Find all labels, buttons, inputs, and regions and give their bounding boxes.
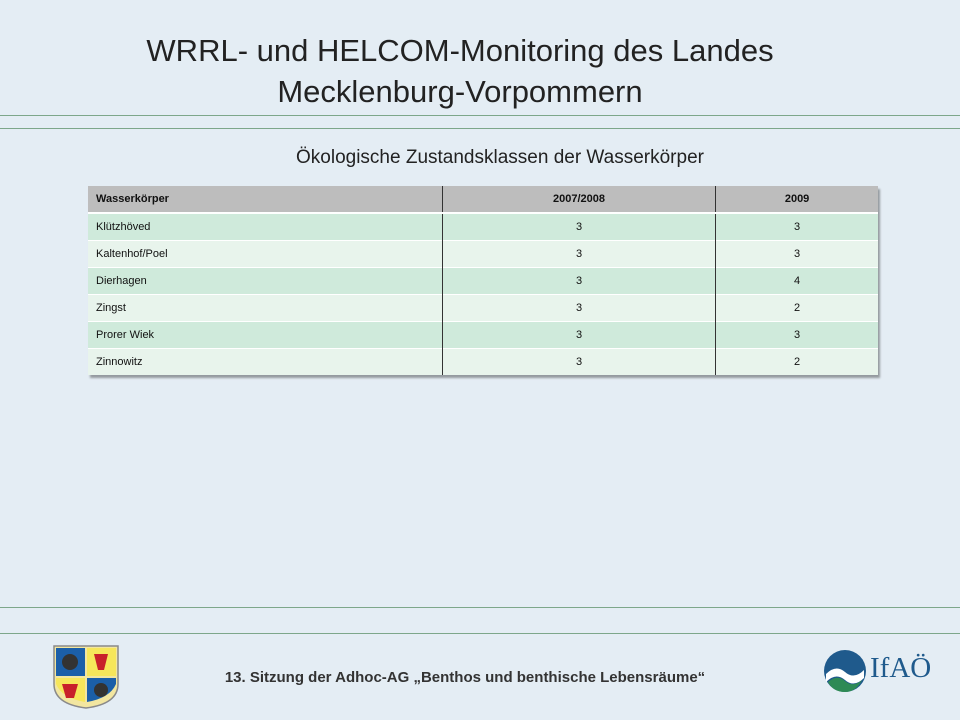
table-row [88, 268, 878, 295]
cell-2007-2008: 3 [442, 213, 715, 241]
title-line-2: Mecklenburg-Vorpommern [277, 74, 643, 109]
top-rule-2 [0, 128, 960, 129]
cell-name: Zingst [88, 295, 442, 322]
cell-2009: 2 [716, 349, 878, 376]
cell-2007-2008: 3 [442, 322, 715, 349]
cell-name: Prorer Wiek [88, 322, 442, 349]
cell-name: Klützhöved [88, 213, 442, 241]
cell-name: Dierhagen [88, 268, 442, 295]
title-line-1: WRRL- und HELCOM-Monitoring des Landes [146, 33, 774, 68]
cell-2007-2008: 3 [442, 268, 715, 295]
cell-2007-2008: 3 [442, 295, 715, 322]
cell-2009: 2 [716, 295, 878, 322]
cell-name: Kaltenhof/Poel [88, 241, 442, 268]
cell-2007-2008: 3 [442, 349, 715, 376]
table-row [88, 213, 878, 241]
cell-2009: 3 [716, 322, 878, 349]
table-row [88, 322, 878, 349]
cell-2009: 3 [716, 213, 878, 241]
table-row [88, 241, 878, 268]
header-wasserkoerper: Wasserkörper [88, 186, 442, 213]
ifaoe-logo-text: IfAÖ [870, 652, 932, 684]
table-row [88, 295, 878, 322]
cell-2007-2008: 3 [442, 241, 715, 268]
cell-2009: 3 [716, 241, 878, 268]
cell-2009: 4 [716, 268, 878, 295]
table-row [88, 349, 878, 376]
bottom-rule-2 [0, 633, 960, 634]
header-2007-2008: 2007/2008 [442, 186, 715, 213]
slide-title [40, 30, 880, 112]
footer-text: 13. Sitzung der Adhoc-AG „Benthos und benthische Lebensräume“ [224, 669, 706, 686]
header-2009: 2009 [716, 186, 878, 213]
ifaoe-logo-icon [822, 648, 868, 694]
table-header-row [88, 186, 878, 213]
cell-name: Zinnowitz [88, 349, 442, 376]
status-table [88, 186, 878, 375]
bottom-rule [0, 607, 960, 608]
top-rule [0, 115, 960, 116]
table-caption: Ökologische Zustandsklassen der Wasserkörper [296, 147, 704, 168]
state-coat-of-arms-icon [52, 644, 120, 710]
